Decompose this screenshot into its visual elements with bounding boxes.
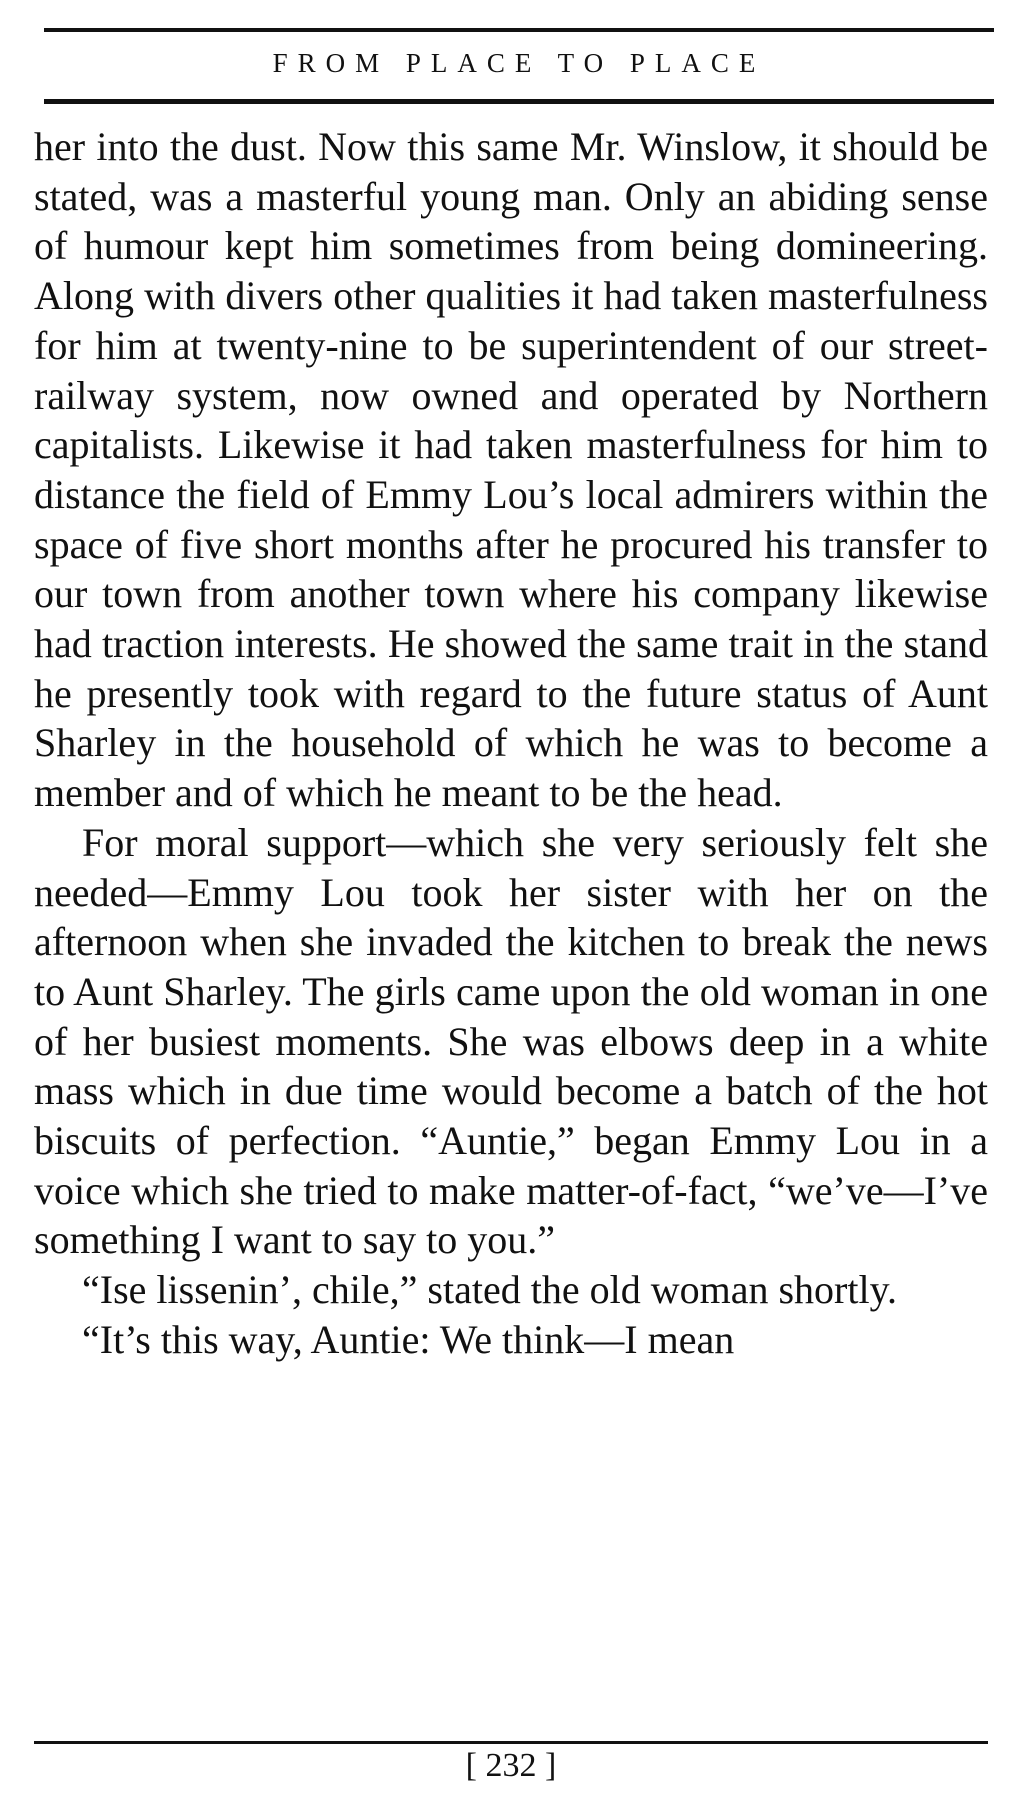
running-head: FROM PLACE TO PLACE [272, 48, 766, 78]
page-number: [ 232 ] [465, 1747, 557, 1784]
header-top-rule [44, 28, 994, 32]
paragraph-continued: her into the dust. Now this same Mr. Winslow, it should be stated, was a masterful young man. Only an abiding sense of humour kept him sometimes from being domineering. Along with divers other qualities it had taken masterfulness for him at twenty-nine to be superintendent of our street-railway system, now owned and operated by Northern capitalists. Likewise it had taken masterfulness for him to distance the field of Emmy Lou’s local admirers within the space of five short months after he procured his transfer to our town from another town where his company likewise had traction interests. He showed the same trait in the stand he presently took with regard to the future status of Aunt Sharley in the household of which he was to become a member and of which he meant to be the head. [34, 124, 988, 816]
paragraph-lissenin: “Ise lissenin’, chile,” stated the old woman shortly. [82, 1267, 897, 1313]
body-text [34, 122, 988, 1365]
paragraph-its-this-way: “It’s this way, Auntie: We think—I mean [82, 1316, 735, 1362]
footer-rule [34, 1741, 988, 1744]
paragraph-moral-support: For moral support—which she very seriously felt she needed—Emmy Lou took her sister with her on the afternoon when she invaded the kitchen to break the news to Aunt Sharley. The girls came upon the old woman in one of her busiest moments. She was elbows deep in a white mass which in due time would become a batch of the hot biscuits of perfection. “Auntie,” began Emmy Lou in a voice which she tried to make matter-of-fact, “we’ve—I’ve something I want to say to you.” [34, 819, 988, 1263]
header-bottom-rule [44, 99, 994, 104]
